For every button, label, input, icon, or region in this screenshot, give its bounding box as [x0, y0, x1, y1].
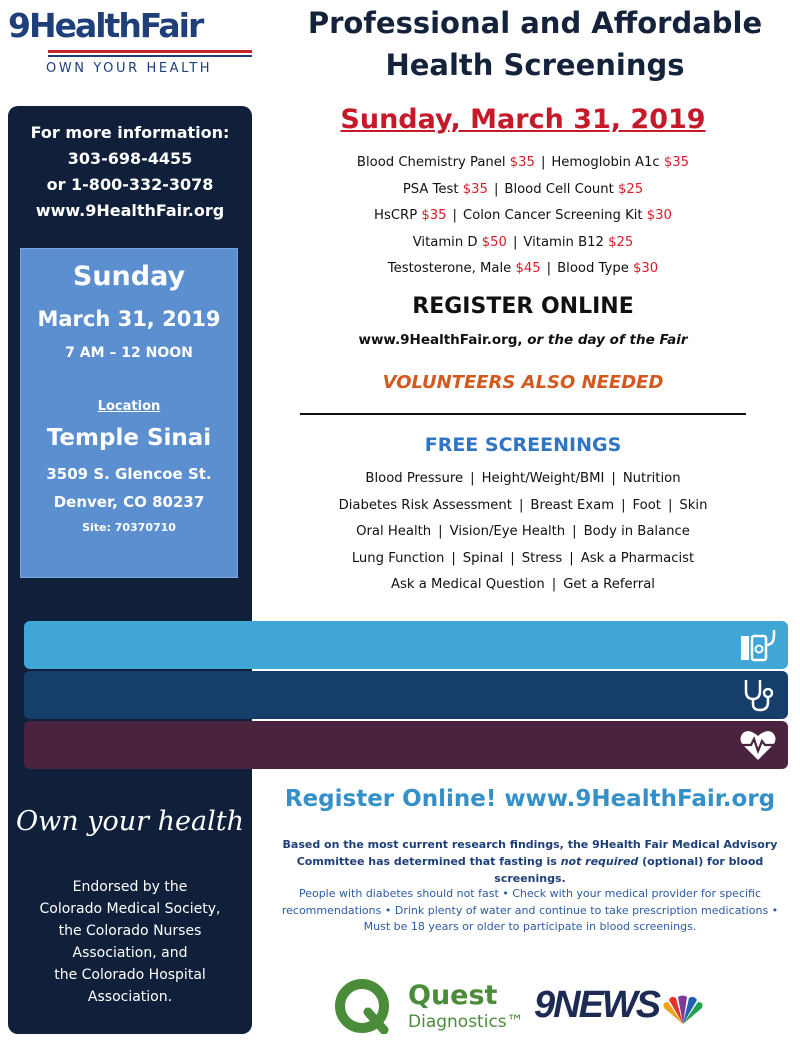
endorsement-text — [18, 876, 242, 1008]
endorse-line: Association. — [87, 989, 173, 1005]
free-screenings-title: FREE SCREENINGS — [424, 434, 622, 456]
volunteers-heading: VOLUNTEERS ALSO NEEDED — [382, 372, 664, 393]
screening-name: Blood Chemistry Panel — [356, 155, 506, 170]
screening-name: HsCRP — [374, 208, 418, 223]
band-light-blue — [24, 621, 788, 669]
separator: | — [512, 234, 518, 250]
event-day: Sunday — [72, 261, 186, 292]
own-your-health-script: Own your health — [16, 806, 244, 837]
free-screening-item: Oral Health — [356, 524, 432, 539]
screening-row — [300, 150, 746, 177]
quest-name: Quest — [408, 980, 498, 1011]
free-screening-item: Get a Referral — [563, 577, 655, 592]
logo — [8, 6, 254, 76]
screening-row — [300, 230, 746, 257]
screening-price: $50 — [481, 234, 507, 250]
screening-name: Vitamin B12 — [523, 234, 604, 250]
logo-tagline: OWN YOUR HEALTH — [46, 61, 213, 76]
title-line-2: Health Screenings — [385, 48, 685, 82]
fasting-note — [270, 836, 790, 887]
separator: | — [510, 550, 515, 566]
screening-row — [300, 203, 746, 230]
separator: | — [438, 524, 443, 539]
free-screening-item: Ask a Medical Question — [391, 577, 545, 592]
register-line — [300, 332, 746, 348]
free-screening-item: Diabetes Risk Assessment — [338, 497, 512, 513]
free-screening-item: Blood Pressure — [365, 471, 464, 486]
endorse-line: the Colorado Hospital — [54, 967, 206, 983]
register-suffix: or the day of the Fair — [527, 332, 688, 348]
venue-name: Temple Sinai — [46, 425, 212, 451]
free-screenings-list — [300, 466, 746, 599]
fasting-pre: Based on the most current research findings, the 9Health Fair Medical Advisory Committee has determined that fasting is — [282, 838, 778, 868]
separator: | — [572, 524, 577, 539]
location-label: Location — [97, 399, 161, 414]
logo-name: 9HealthFair — [8, 6, 203, 45]
separator: | — [611, 471, 616, 486]
band-plum — [24, 721, 788, 769]
divider — [300, 413, 746, 415]
screening-name: Vitamin D — [412, 234, 478, 250]
contact-label: For more information: — [30, 123, 230, 142]
9news-logo: 9NEWS — [534, 984, 660, 1026]
separator: | — [452, 208, 457, 223]
contact-phone-1: 303-698-4455 — [67, 149, 193, 168]
contact-phone-2: or 1-800-332-3078 — [46, 175, 214, 194]
endorse-line: the Colorado Nurses — [58, 923, 202, 939]
register-url[interactable]: www.9HealthFair.org, — [358, 332, 523, 348]
free-screening-item: Skin — [679, 497, 708, 513]
blood-test-icon — [738, 627, 778, 663]
screening-price: $25 — [608, 234, 634, 250]
free-screening-item: Body in Balance — [583, 524, 690, 539]
page-title — [285, 2, 785, 86]
screening-row — [300, 177, 746, 204]
event-details-box — [20, 248, 238, 578]
screening-name: PSA Test — [402, 181, 459, 197]
quest-logo-icon — [334, 978, 390, 1034]
screening-price: $35 — [462, 181, 488, 197]
contact-info — [8, 120, 252, 224]
free-screening-item: Stress — [521, 550, 563, 566]
separator: | — [540, 155, 546, 170]
screening-price: $30 — [646, 208, 672, 223]
event-date-text: Sunday, March 31, 2019 — [340, 104, 706, 135]
venue-address-1: 3509 S. Glencoe St. — [46, 465, 212, 483]
endorse-line: Association, and — [72, 945, 188, 961]
screening-name: Blood Cell Count — [504, 181, 614, 197]
event-box-date: March 31, 2019 — [37, 307, 221, 331]
screening-row — [300, 256, 746, 283]
event-time: 7 AM – 12 NOON — [65, 345, 193, 361]
stethoscope-icon — [738, 677, 778, 713]
venue-address-2: Denver, CO 80237 — [53, 493, 205, 511]
free-screening-item: Height/Weight/BMI — [481, 471, 605, 486]
screening-name: Colon Cancer Screening Kit — [462, 208, 643, 223]
free-screening-item: Foot — [632, 497, 661, 513]
separator: | — [551, 577, 557, 592]
free-screening-row — [300, 519, 746, 546]
register-title: REGISTER ONLINE — [412, 294, 634, 319]
free-screening-row — [300, 572, 746, 599]
band-navy — [24, 671, 788, 719]
event-date-heading — [300, 104, 746, 135]
logo-blue-line — [48, 55, 252, 57]
site-number: Site: 70370710 — [82, 521, 176, 534]
contact-website[interactable]: www.9HealthFair.org — [35, 201, 225, 220]
free-screening-row — [300, 546, 746, 573]
logo-red-line — [48, 50, 252, 53]
separator: | — [667, 497, 673, 513]
free-screening-item: Spinal — [462, 550, 504, 566]
screening-price: $35 — [663, 155, 690, 170]
fasting-emph: not required — [560, 855, 639, 868]
fasting-post: (optional) for blood screenings. — [494, 855, 764, 885]
screening-price: $30 — [633, 261, 659, 276]
free-screening-item: Vision/Eye Health — [449, 524, 566, 539]
free-screening-item: Breast Exam — [530, 497, 615, 513]
screening-price: $35 — [421, 208, 447, 223]
separator: | — [518, 497, 524, 513]
free-screening-item: Ask a Pharmacist — [580, 550, 695, 566]
register-online-banner[interactable]: Register Online! www.9HealthFair.org — [284, 786, 776, 812]
separator: | — [546, 261, 552, 276]
free-screening-row — [300, 493, 746, 520]
screening-price: $45 — [515, 261, 541, 276]
free-screening-item: Nutrition — [622, 471, 681, 486]
free-screening-item: Lung Function — [351, 550, 445, 566]
free-screening-row — [300, 466, 746, 493]
paid-screenings-list — [300, 150, 746, 283]
screening-name: Hemoglobin A1c — [551, 155, 660, 170]
screening-price: $35 — [509, 155, 535, 170]
quest-subtitle: Diagnostics™ — [408, 1012, 524, 1032]
screening-price: $25 — [618, 181, 644, 197]
separator: | — [569, 550, 574, 566]
endorse-line: Endorsed by the — [72, 879, 188, 895]
nbc-peacock-icon — [660, 994, 706, 1026]
heart-pulse-icon — [738, 727, 778, 763]
screening-name: Testosterone, Male — [387, 261, 512, 276]
title-line-1: Professional and Affordable — [307, 6, 763, 40]
separator: | — [621, 497, 626, 513]
separator: | — [451, 550, 456, 566]
screening-name: Blood Type — [557, 261, 629, 276]
endorse-line: Colorado Medical Society, — [39, 901, 221, 917]
separator: | — [493, 181, 499, 197]
separator: | — [470, 471, 475, 486]
diabetes-note: People with diabetes should not fast • Check with your medical provider for specific recommendations • Drink plenty of water and continue to take prescription medications • Must be 18 years or older to participate in blood screenings. — [281, 887, 779, 933]
